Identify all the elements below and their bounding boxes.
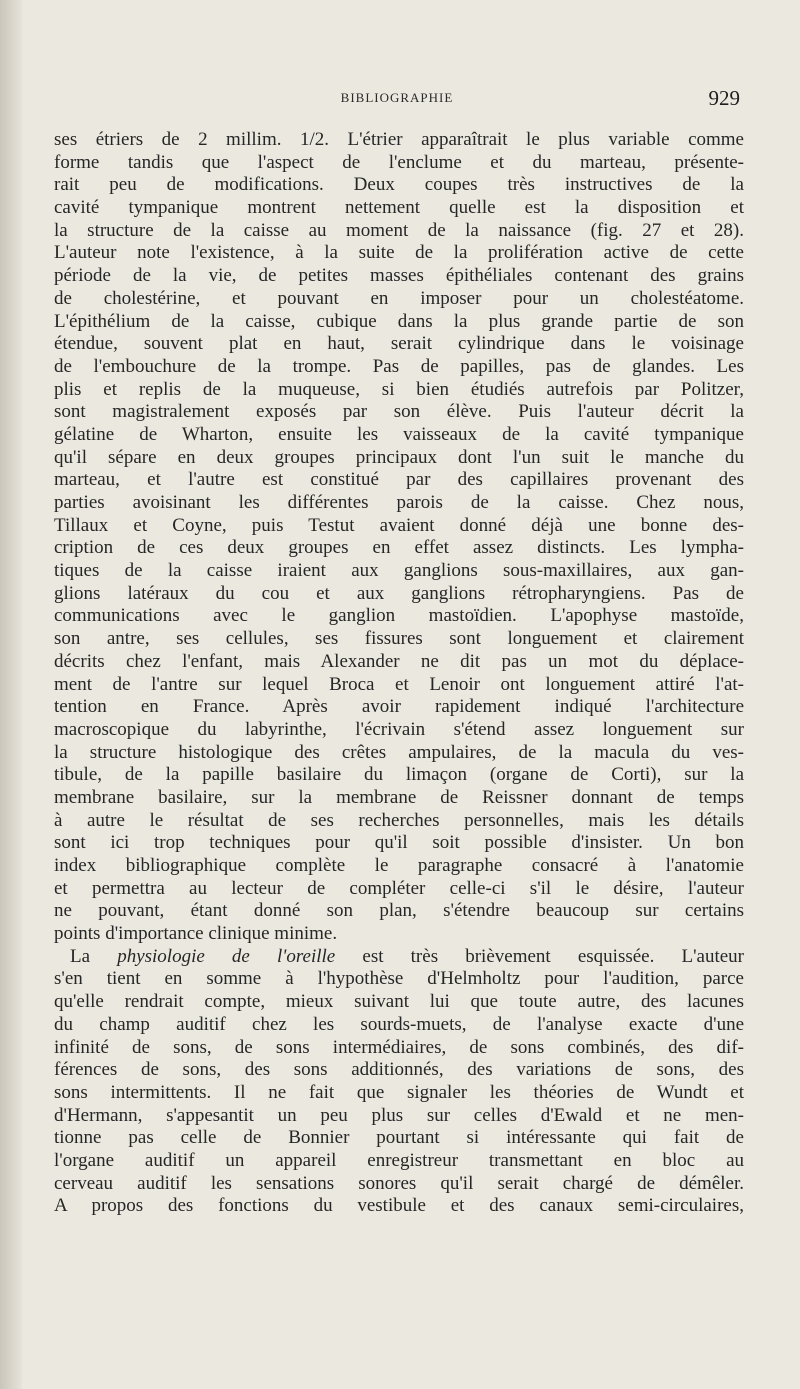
text-line: membrane basilaire, sur la membrane de Reissner donnant de temps — [54, 786, 744, 808]
text-line: la structure de la caisse au moment de la naissance (fig. 27 et 28). — [54, 219, 744, 241]
page-gutter-shadow — [0, 0, 22, 1389]
text-line: son antre, ses cellules, ses fissures sont longuement et clairement — [54, 628, 744, 650]
text-line: A propos des fonctions du vestibule et des canaux semi-circulaires, — [54, 1195, 744, 1217]
text-line: tibule, de la papille basilaire du limaçon (organe de Corti), sur la — [54, 764, 744, 786]
text-line: macroscopique du labyrinthe, l'écrivain s'étend assez longuement sur — [54, 718, 744, 740]
text-line: glions latéraux du cou et aux ganglions rétropharyngiens. Pas de — [54, 582, 744, 604]
text-line: L'auteur note l'existence, à la suite de la prolifération active de cette — [54, 242, 744, 264]
text-fragment: est très brièvement esquissée. L'auteur — [335, 945, 744, 967]
text-line: cerveau auditif les sensations sonores qu'il serait chargé de démêler. — [54, 1172, 744, 1194]
text-line: ment de l'antre sur lequel Broca et Lenoir ont longuement attiré l'at- — [54, 673, 744, 695]
text-line: étendue, souvent plat en haut, serait cylindrique dans le voisinage — [54, 333, 744, 355]
running-head — [54, 86, 740, 116]
paragraph-anatomy — [54, 129, 744, 946]
text-line: index bibliographique complète le paragraphe consacré à l'anatomie — [54, 855, 744, 876]
text-line: de l'embouchure de la trompe. Pas de papilles, pas de glandes. Les — [54, 355, 744, 377]
text-line: l'organe auditif un appareil enregistreur transmettant en bloc au — [54, 1149, 744, 1171]
page-number: 929 — [708, 86, 740, 110]
running-title: BIBLIOGRAPHIE — [340, 90, 454, 105]
text-line: parties avoisinant les différentes parois de la caisse. Chez nous, — [54, 492, 744, 513]
text-line: forme tandis que l'aspect de l'enclume et du marteau, présente- — [54, 151, 744, 173]
text-line: décrits chez l'enfant, mais Alexander ne dit pas un mot du déplace- — [54, 650, 744, 672]
text-line: à autre le résultat de ses recherches personnelles, mais les détails — [54, 809, 744, 831]
text-fragment: La — [70, 945, 118, 967]
text-line: rait peu de modifications. Deux coupes très instructives de la — [54, 174, 744, 196]
text-line: qu'elle rendrait compte, mieux suivant lui que toute autre, des lacunes — [54, 991, 744, 1013]
body-text — [54, 129, 744, 1218]
text-line: plis et replis de la muqueuse, si bien étudiés autrefois par Politzer, — [54, 378, 744, 400]
text-line: cription de ces deux groupes en effet assez distincts. Les lympha- — [54, 537, 744, 559]
text-line: ne pouvant, étant donné son plan, s'étendre beaucoup sur certains — [54, 900, 744, 922]
text-line: qu'il sépare en deux groupes principaux dont l'un suit le manche du — [54, 446, 744, 468]
text-line: s'en tient en somme à l'hypothèse d'Helmholtz pour l'audition, parce — [54, 968, 744, 990]
text-line: d'Hermann, s'appesantit un peu plus sur celles d'Ewald et ne men- — [54, 1104, 744, 1126]
text-line: Tillaux et Coyne, puis Testut avaient donné déjà une bonne des- — [54, 514, 744, 536]
text-line: tionne pas celle de Bonnier pourtant si intéressante qui fait de — [54, 1127, 744, 1149]
text-line: gélatine de Wharton, ensuite les vaisseaux de la cavité tympanique — [54, 423, 744, 445]
text-line: L'épithélium de la caisse, cubique dans la plus grande partie de son — [54, 310, 744, 332]
text-line: de cholestérine, et pouvant en imposer pour un cholestéatome. — [54, 287, 744, 309]
text-line: la structure histologique des crêtes ampulaires, de la macula du ves- — [54, 741, 744, 763]
text-line: ses étriers de 2 millim. 1/2. L'étrier apparaîtrait le plus variable comme — [54, 129, 744, 150]
text-line: du champ auditif chez les sourds-muets, de l'analyse exacte d'une — [54, 1013, 744, 1035]
text-line: infinité de sons, de sons intermédiaires, de sons combinés, des dif- — [54, 1036, 744, 1058]
text-line: sont magistralement exposés par son élève. Puis l'auteur décrit la — [54, 401, 744, 423]
text-line: points d'importance clinique minime. — [54, 923, 338, 945]
italic-title: physiologie de l'oreille — [117, 945, 336, 967]
text-line: période de la vie, de petites masses épithéliales contenant des grains — [54, 265, 744, 287]
text-line: tiques de la caisse iraient aux ganglions sous-maxillaires, aux gan- — [54, 560, 744, 582]
text-line: et permettra au lecteur de compléter celle-ci s'il le désire, l'auteur — [54, 877, 744, 899]
text-line: sons intermittents. Il ne fait que signaler les théories de Wundt et — [54, 1081, 744, 1103]
text-line: cavité tympanique montrent nettement quelle est la disposition et — [54, 197, 744, 219]
paragraph-physiology — [54, 946, 744, 1218]
text-line: tention en France. Après avoir rapidement indiqué l'architecture — [54, 696, 744, 718]
text-line: férences de sons, des sons additionnés, des variations de sons, des — [54, 1059, 744, 1081]
text-line: sont ici trop techniques pour qu'il soit possible d'insister. Un bon — [54, 832, 744, 854]
text-line: communications avec le ganglion mastoïdien. L'apophyse mastoïde, — [54, 605, 744, 627]
text-line — [54, 946, 744, 969]
text-line: marteau, et l'autre est constitué par des capillaires provenant des — [54, 469, 744, 491]
